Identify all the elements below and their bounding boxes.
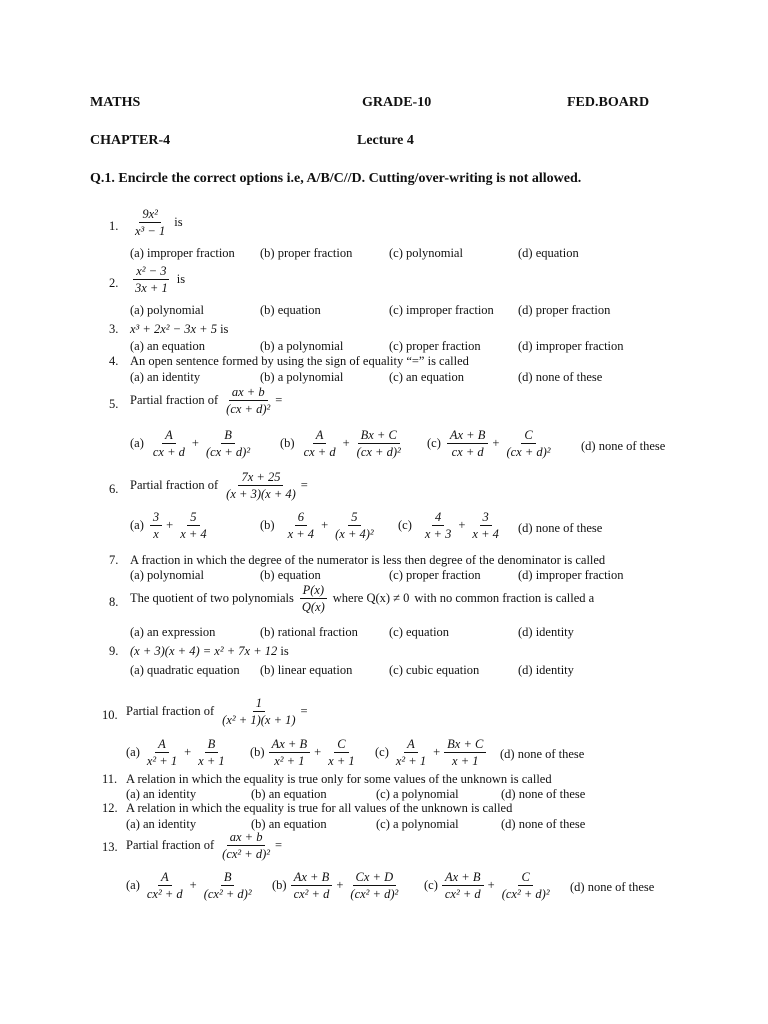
- fraction: [150, 428, 188, 460]
- numerator: P(x): [300, 583, 328, 599]
- fraction: [177, 510, 209, 542]
- numerator: B: [205, 737, 219, 753]
- option-d[interactable]: (d) equation: [518, 246, 579, 260]
- fraction: [499, 870, 553, 902]
- grade-label: GRADE-10: [362, 95, 432, 110]
- expression: (x + 3)(x + 4) = x² + 7x + 12: [130, 644, 278, 658]
- numerator: 9x²: [139, 207, 161, 223]
- denominator: cx + d: [303, 445, 336, 460]
- option-a[interactable]: (a) improper fraction: [130, 246, 235, 260]
- option-d[interactable]: (d) none of these: [501, 817, 586, 831]
- denominator: x² + 1: [274, 754, 305, 769]
- option-label: (a): [130, 436, 144, 451]
- numerator: x² − 3: [133, 264, 169, 280]
- numerator: B: [221, 870, 235, 886]
- fraction: [469, 510, 501, 542]
- fraction: [219, 696, 298, 728]
- option-a[interactable]: (a) an expression: [130, 625, 216, 639]
- option-a[interactable]: (a) polynomial: [130, 303, 204, 317]
- fraction: [285, 510, 317, 542]
- fraction: [325, 737, 357, 769]
- fraction: [132, 264, 171, 296]
- option-b[interactable]: (b) $\frac{6}{x + 4}$ + $\frac{5}{\text{(x + 4)²}}$: [260, 510, 379, 542]
- option-b[interactable]: (b) a polynomial: [260, 339, 344, 353]
- option-b[interactable]: (b) $\frac{Ax + B}{\text{cx² + d}}$ + $\frac{Cx + D}{\text{(cx² + d)²}}$: [272, 870, 403, 902]
- option-c[interactable]: (c) proper fraction: [389, 568, 481, 582]
- numerator: 7x + 25: [238, 470, 283, 486]
- option-c[interactable]: (c) $\frac{Ax + B}{cx + d}$ + $\frac{C}{\text{(cx + d)²}}$: [427, 428, 556, 460]
- numerator: A: [162, 428, 176, 444]
- option-d[interactable]: (d) none of these: [518, 370, 603, 384]
- fraction: [393, 737, 429, 769]
- question-stem: [130, 207, 183, 239]
- numerator: C: [518, 870, 532, 886]
- fraction: [447, 428, 489, 460]
- question-stem: [130, 322, 228, 337]
- question-number: 12.: [102, 801, 118, 815]
- numerator: Ax + B: [447, 428, 489, 444]
- subject-label: MATHS: [90, 95, 141, 110]
- numerator: Ax + B: [291, 870, 333, 886]
- option-c[interactable]: (c) equation: [389, 625, 450, 639]
- denominator: cx + d: [152, 445, 185, 460]
- option-label: (a): [126, 878, 140, 893]
- question-number: 10.: [102, 708, 118, 722]
- fraction: [422, 510, 454, 542]
- question-text: Partial fraction of: [130, 478, 219, 493]
- denominator: (x² + 1)(x + 1): [222, 713, 296, 728]
- question-number: 1.: [109, 219, 119, 233]
- question-text: Partial fraction of: [126, 704, 215, 719]
- option-a[interactable]: (a) an identity: [126, 817, 197, 831]
- numerator: 5: [348, 510, 360, 526]
- option-d[interactable]: (d) none of these: [570, 880, 655, 894]
- fraction: [201, 870, 255, 902]
- denominator: (cx² + d)²: [203, 887, 252, 902]
- option-d[interactable]: (d) none of these: [501, 787, 586, 801]
- numerator: ax + b: [229, 385, 268, 401]
- question-stem: [126, 830, 282, 862]
- option-a[interactable]: (a) an equation: [130, 339, 205, 353]
- expression: x³ + 2x² − 3x + 5: [130, 322, 217, 336]
- question-tail: =: [300, 704, 308, 719]
- question-stem: [130, 644, 289, 659]
- question-stem: [130, 264, 185, 296]
- denominator: (x + 4)²: [335, 527, 374, 542]
- denominator: x + 4: [287, 527, 315, 542]
- denominator: (cx + d)²: [506, 445, 551, 460]
- fraction: [132, 207, 168, 239]
- question-stem: An open sentence formed by using the sign of equality “=” is called: [130, 354, 469, 368]
- numerator: Cx + D: [353, 870, 397, 886]
- option-d[interactable]: (d) improper fraction: [518, 339, 624, 353]
- option-b[interactable]: (b) an equation: [251, 787, 327, 801]
- option-a[interactable]: (a) quadratic equation: [130, 663, 240, 677]
- numerator: 3: [480, 510, 492, 526]
- option-label: (a): [130, 518, 144, 533]
- question-tail: with no common fraction is called a: [414, 591, 595, 606]
- option-d[interactable]: (d) proper fraction: [518, 303, 611, 317]
- question-tail: =: [275, 838, 283, 853]
- question-stem: [130, 583, 594, 615]
- option-a[interactable]: (a) $\frac{A}{\text{cx² + d}}$ + $\frac{B}{\text{(cx² + d)²}}$: [126, 870, 257, 902]
- denominator: (cx² + d)²: [350, 887, 399, 902]
- denominator: (cx + d)²: [205, 445, 251, 460]
- denominator: (cx² + d)²: [222, 847, 271, 862]
- denominator: x³ − 1: [135, 224, 166, 239]
- question-number: 2.: [109, 276, 119, 290]
- numerator: 1: [253, 696, 265, 712]
- option-label: (c): [398, 518, 412, 533]
- question-number: 11.: [102, 772, 118, 786]
- denominator: cx² + d: [146, 887, 183, 902]
- question-tail: is: [280, 644, 289, 658]
- option-c[interactable]: (c) $\frac{4}{x + 3}$ + $\frac{3}{x + 4}$: [398, 510, 504, 542]
- option-c[interactable]: (c) polynomial: [389, 246, 463, 260]
- fraction: [347, 870, 401, 902]
- option-label: (b): [280, 436, 295, 451]
- option-b[interactable]: (b) $\frac{A}{cx + d}$ + $\frac{Bx + C}{\text{(cx + d)²}}$: [280, 428, 406, 460]
- option-label: (c): [427, 436, 441, 451]
- option-b[interactable]: (b) linear equation: [260, 663, 353, 677]
- option-b[interactable]: (b) equation: [260, 303, 321, 317]
- numerator: A: [404, 737, 418, 753]
- denominator: x + 4: [180, 527, 207, 542]
- question-number: 4.: [109, 354, 119, 368]
- option-a[interactable]: (a) an identity: [130, 370, 201, 384]
- fraction: [503, 428, 553, 460]
- denominator: (cx² + d)²: [501, 887, 550, 902]
- numerator: B: [221, 428, 235, 444]
- fraction: [291, 870, 333, 902]
- question-stem: A relation in which the equality is true only for some values of the unknown is called: [126, 772, 552, 786]
- question-text: Partial fraction of: [126, 838, 215, 853]
- numerator: A: [158, 870, 172, 886]
- option-label: (b): [260, 518, 275, 533]
- fraction: [223, 470, 299, 502]
- option-b[interactable]: (b) proper fraction: [260, 246, 353, 260]
- question-stem: [130, 470, 308, 502]
- option-a[interactable]: (a) $\frac{3}{x}$ + $\frac{5}{x + 4}$: [130, 510, 212, 542]
- option-label: (b): [250, 745, 265, 760]
- numerator: Ax + B: [442, 870, 484, 886]
- option-c[interactable]: (c) $\frac{Ax + B}{\text{cx² + d}}$ + $\frac{C}{\text{(cx² + d)²}}$: [424, 870, 555, 902]
- fraction: [203, 428, 253, 460]
- question-stem: A fraction in which the degree of the numerator is less then degree of the denominator is called: [130, 553, 606, 567]
- option-c[interactable]: (c) cubic equation: [389, 663, 480, 677]
- question-tail: =: [300, 478, 308, 493]
- question-number: 5.: [109, 397, 119, 411]
- denominator: x + 1: [452, 754, 479, 769]
- option-a[interactable]: (a) an identity: [126, 787, 197, 801]
- question-tail: is: [220, 322, 229, 336]
- option-d[interactable]: (d) identity: [518, 663, 574, 677]
- option-c[interactable]: (c) $\frac{A}{\text{x² + 1}}$ + $\frac{Bx + C}{x + 1}$: [375, 737, 488, 769]
- numerator: 4: [432, 510, 444, 526]
- option-label: (a): [126, 745, 140, 760]
- denominator: 3x + 1: [135, 281, 168, 296]
- question-number: 3.: [109, 322, 119, 336]
- fraction: [219, 830, 273, 862]
- option-b[interactable]: (b) $\frac{Ax + B}{\text{x² + 1}}$ + $\frac{C}{x + 1}$: [250, 737, 360, 769]
- question-stem: A relation in which the equality is true for all values of the unknown is called: [126, 801, 513, 815]
- question-tail: is: [176, 272, 186, 287]
- option-d[interactable]: (d) improper fraction: [518, 568, 624, 582]
- numerator: A: [313, 428, 327, 444]
- denominator: x² + 1: [395, 754, 427, 769]
- option-label: (c): [424, 878, 438, 893]
- numerator: 6: [295, 510, 307, 526]
- fraction: [144, 870, 186, 902]
- fraction: [444, 737, 486, 769]
- question-text: The quotient of two polynomials: [130, 591, 294, 606]
- denominator: x + 3: [424, 527, 452, 542]
- chapter-label: CHAPTER-4: [90, 133, 171, 148]
- fraction: [354, 428, 404, 460]
- denominator: cx² + d: [293, 887, 330, 902]
- option-c[interactable]: (c) improper fraction: [389, 303, 494, 317]
- numerator: ax + b: [227, 830, 266, 846]
- fraction: [299, 583, 328, 615]
- question-tail: is: [174, 215, 183, 230]
- option-d[interactable]: (d) identity: [518, 625, 574, 639]
- fraction: [223, 385, 273, 417]
- denominator: (cx + d)²: [356, 445, 401, 460]
- fraction: [195, 737, 227, 769]
- denominator: x: [153, 527, 159, 542]
- question-number: 9.: [109, 644, 119, 658]
- numerator: Bx + C: [444, 737, 486, 753]
- option-c[interactable]: (c) a polynomial: [376, 787, 459, 801]
- fraction: [144, 737, 180, 769]
- denominator: (cx + d)²: [226, 402, 271, 417]
- numerator: Ax + B: [269, 737, 311, 753]
- question-tail: =: [275, 393, 283, 408]
- denominator: x + 4: [472, 527, 499, 542]
- question-stem: [126, 696, 308, 728]
- numerator: C: [334, 737, 348, 753]
- option-b[interactable]: (b) equation: [260, 568, 321, 582]
- option-d[interactable]: (d) none of these: [518, 521, 603, 535]
- denominator: (x + 3)(x + 4): [226, 487, 296, 502]
- option-a[interactable]: (a) $\frac{A}{\text{x² + 1}}$ + $\frac{B}{x + 1}$: [126, 737, 230, 769]
- question-stem: [130, 385, 282, 417]
- option-d[interactable]: (d) none of these: [581, 439, 666, 453]
- question-number: 13.: [102, 840, 118, 854]
- option-d[interactable]: (d) none of these: [500, 747, 585, 761]
- board-label: FED.BOARD: [567, 95, 650, 110]
- condition-text: where Q(x) ≠ 0: [332, 591, 410, 606]
- fraction: [150, 510, 162, 542]
- numerator: 3: [150, 510, 162, 526]
- denominator: cx + d: [451, 445, 484, 460]
- fraction: [269, 737, 311, 769]
- denominator: x² + 1: [146, 754, 178, 769]
- option-c[interactable]: (c) an equation: [389, 370, 464, 384]
- denominator: x + 1: [328, 754, 355, 769]
- numerator: A: [155, 737, 169, 753]
- option-label: (b): [272, 878, 287, 893]
- denominator: Q(x): [301, 600, 325, 615]
- denominator: x + 1: [198, 754, 225, 769]
- question-number: 8.: [109, 595, 119, 609]
- option-b[interactable]: (b) an equation: [251, 817, 327, 831]
- numerator: 5: [187, 510, 199, 526]
- option-label: (c): [375, 745, 389, 760]
- numerator: C: [521, 428, 535, 444]
- fraction: [301, 428, 339, 460]
- question-number: 7.: [109, 553, 119, 567]
- option-c[interactable]: (c) proper fraction: [389, 339, 481, 353]
- option-a[interactable]: (a) $\frac{A}{cx + d}$ + $\frac{B}{\text{(cx + d)²}}$: [130, 428, 255, 460]
- fraction: [332, 510, 377, 542]
- fraction: [442, 870, 484, 902]
- instruction-text: Q.1. Encircle the correct options i.e, A/B/C//D. Cutting/over-writing is not allowed.: [90, 171, 582, 186]
- question-text: Partial fraction of: [130, 393, 219, 408]
- lecture-label: Lecture 4: [357, 133, 414, 148]
- question-number: 6.: [109, 482, 119, 496]
- denominator: cx² + d: [444, 887, 481, 902]
- numerator: Bx + C: [358, 428, 400, 444]
- option-b[interactable]: (b) rational fraction: [260, 625, 358, 639]
- option-b[interactable]: (b) a polynomial: [260, 370, 344, 384]
- option-c[interactable]: (c) a polynomial: [376, 817, 459, 831]
- option-a[interactable]: (a) polynomial: [130, 568, 204, 582]
